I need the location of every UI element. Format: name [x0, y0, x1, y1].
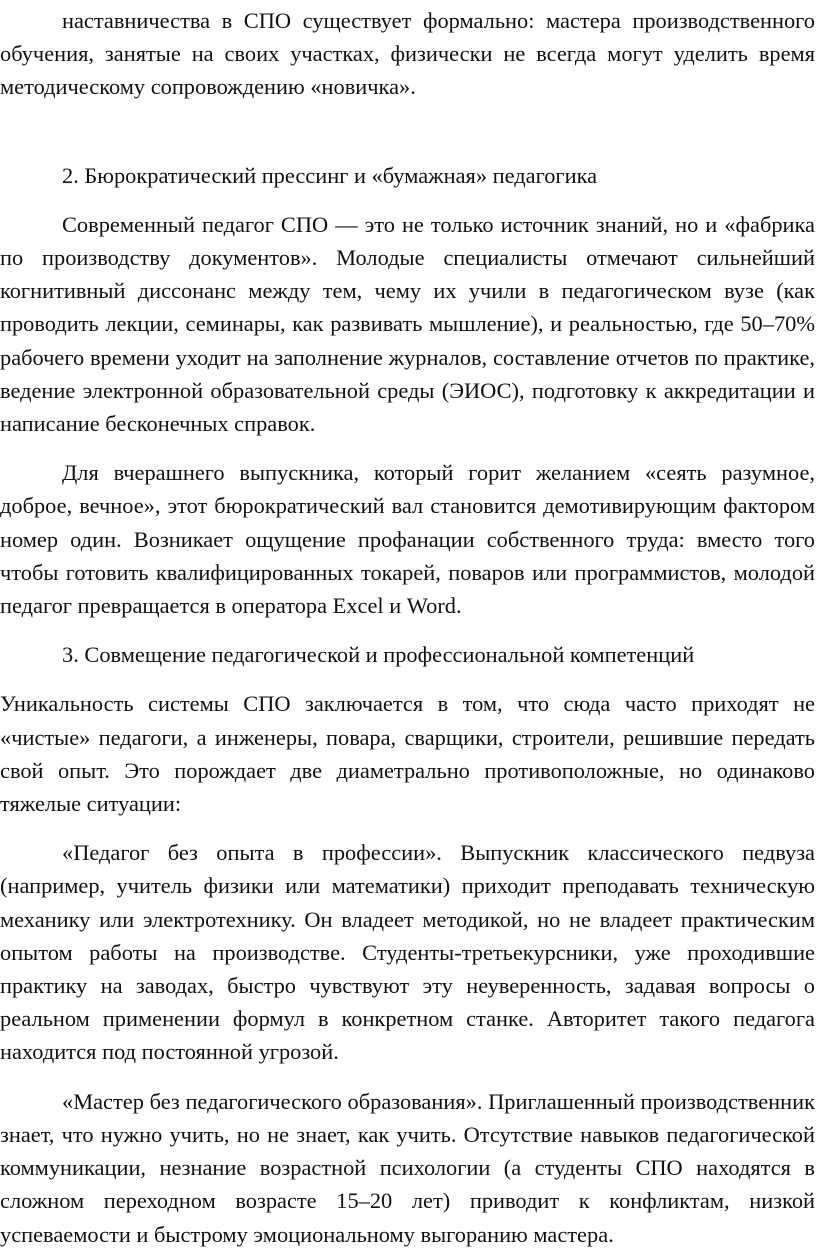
paragraph-teacher-without-experience: «Педагог без опыта в профессии». Выпускник классического педвуза (например, учитель физики или математики) приходит преподавать техническую механику или электротехнику. Он владеет методикой, но не владеет практическим опытом работы на производстве. Студенты-третьекурсники, уже проходившие практику на заводах, быстро чувствуют эту неуверенность, задавая вопросы о реальном применении формул в конкретном станке. Авторитет такого педагога находится под постоянной угрозой. — [0, 840, 815, 1065]
paragraph-demotivation: Для вчерашнего выпускника, который горит желанием «сеять разумное, доброе, вечное», этот бюрократический вал становится демотивирующим фактором номер один. Возникает ощущение профанации собственного труда: вместо того чтобы готовить квалифицированных токарей, поваров или программистов, молодой педагог превращается в оператора Excel и Word. — [0, 460, 815, 619]
section-heading-3: 3. Совмещение педагогической и профессиональной компетенций — [62, 642, 695, 668]
paragraph-continuation: наставничества в СПО существует формально: мастера производственного обучения, занятые на своих участках, физически не всегда могут уделить время методическому сопровождению «новичка». — [0, 8, 815, 100]
paragraph-master-without-pedagogy: «Мастер без педагогического образования». Приглашенный производственник знает, что нужно учить, но не знает, как учить. Отсутствие навыков педагогической коммуникации, незнание возрастной психологии (а студенты СПО находятся в сложном переходном возрасте 15–20 лет) приводит к конфликтам, низкой успеваемости и быстрому эмоциональному выгоранию мастера. — [0, 1088, 815, 1247]
paragraph-bureaucracy: Современный педагог СПО — это не только источник знаний, но и «фабрика по производству документов». Молодые специалисты отмечают сильнейший когнитивный диссонанс между тем, чему их учили в педагогическом вузе (как проводить лекции, семинары, как развивать мышление), и реальностью, где 50–70% рабочего времени уходит на заполнение журналов, составление отчетов по практике, ведение электронной образовательной среды (ЭИОС), подготовку к аккредитации и написание бесконечных справок. — [0, 211, 815, 437]
paragraph-uniqueness: Уникальность системы СПО заключается в том, что сюда часто приходят не «чистые» педагоги, а инженеры, повара, сварщики, строители, решившие передать свой опыт. Это порождает две диаметрально противоположные, но одинаково тяжелые ситуации: — [0, 691, 815, 817]
section-heading-2: 2. Бюрократический прессинг и «бумажная» педагогика — [62, 162, 598, 188]
